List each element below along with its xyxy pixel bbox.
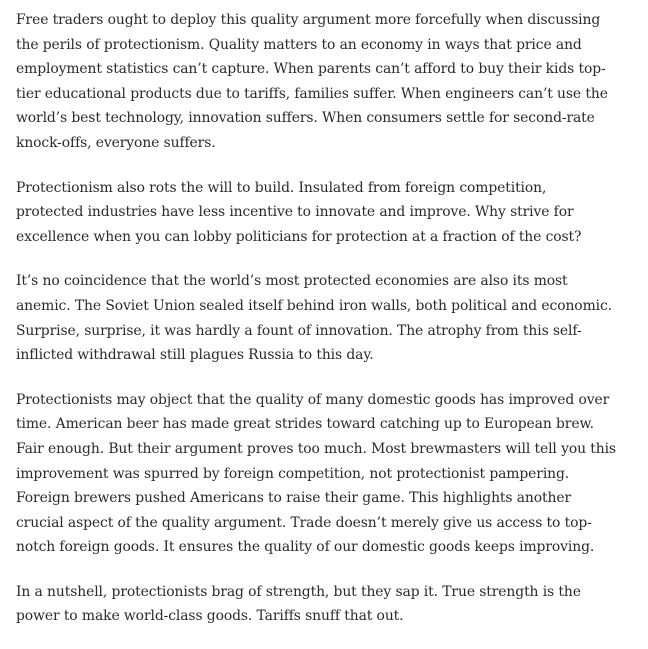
- paragraph-line: Protectionists may object that the quality of many domestic goods has improved over: [16, 391, 610, 408]
- paragraph-line: tier educational products due to tariffs, families suffer. When engineers can’t use the: [16, 85, 608, 102]
- paragraph-line: inflicted withdrawal still plagues Russia to this day.: [16, 347, 374, 364]
- paragraph-line: crucial aspect of the quality argument. Trade doesn’t merely give us access to top-: [16, 514, 592, 531]
- paragraph-line: excellence when you can lobby politicians for protection at a fraction of the cost?: [16, 228, 582, 245]
- article-paragraph: [16, 580, 636, 629]
- paragraph-line: anemic. The Soviet Union sealed itself behind iron walls, both political and economic.: [16, 297, 612, 314]
- paragraph-line: It’s no coincidence that the world’s most protected economies are also its most: [16, 273, 568, 290]
- paragraph-line: Protectionism also rots the will to build. Insulated from foreign competition,: [16, 179, 547, 196]
- paragraph-line: the perils of protectionism. Quality matters to an economy in ways that price and: [16, 36, 582, 53]
- article-body: [16, 8, 636, 649]
- paragraph-line: Surprise, surprise, it was hardly a fount of innovation. The atrophy from this self-: [16, 322, 582, 339]
- paragraph-line: Foreign brewers pushed Americans to raise their game. This highlights another: [16, 490, 572, 507]
- paragraph-line: employment statistics can’t capture. When parents can’t afford to buy their kids top-: [16, 61, 606, 78]
- paragraph-line: improvement was spurred by foreign competition, not protectionist pampering.: [16, 465, 570, 482]
- article-paragraph: [16, 388, 636, 560]
- article-paragraph: [16, 269, 636, 367]
- article-paragraph: [16, 8, 636, 156]
- paragraph-line: power to make world-class goods. Tariffs snuff that out.: [16, 608, 404, 625]
- paragraph-line: world’s best technology, innovation suffers. When consumers settle for second-rate: [16, 110, 595, 127]
- paragraph-line: Free traders ought to deploy this quality argument more forcefully when discussing: [16, 12, 601, 28]
- article-paragraph: [16, 176, 636, 250]
- paragraph-line: Fair enough. But their argument proves too much. Most brewmasters will tell you this: [16, 440, 616, 457]
- paragraph-line: knock-offs, everyone suffers.: [16, 134, 216, 151]
- paragraph-line: notch foreign goods. It ensures the quality of our domestic goods keeps improving.: [16, 539, 595, 556]
- paragraph-line: time. American beer has made great strides toward catching up to European brew.: [16, 416, 594, 433]
- paragraph-line: protected industries have less incentive to innovate and improve. Why strive for: [16, 204, 574, 221]
- paragraph-line: In a nutshell, protectionists brag of strength, but they sap it. True strength is the: [16, 583, 581, 600]
